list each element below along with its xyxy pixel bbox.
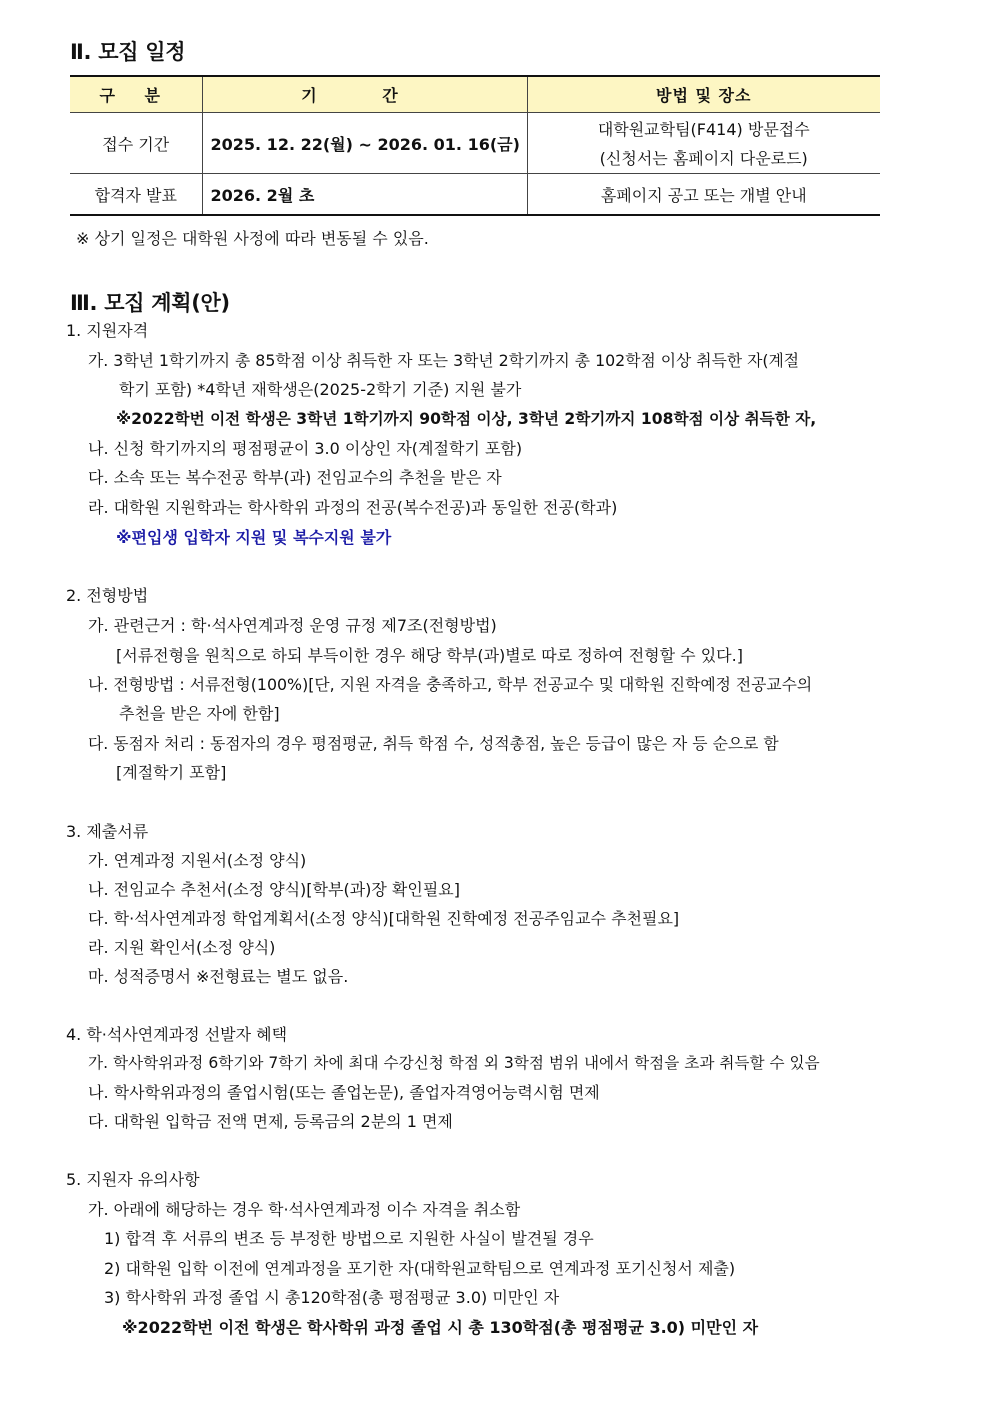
- section-title-schedule: Ⅱ. 모집 일정: [70, 40, 186, 64]
- list-item: 다. 동점자 처리 : 동점자의 경우 평점평균, 취득 학점 수, 성적총점, 높은 등급이 많은 자 등 순으로 함: [88, 734, 779, 753]
- row-category: 접수 기간: [70, 113, 202, 174]
- subsection-heading: 5. 지원자 유의사항: [66, 1170, 200, 1189]
- header-period: 기 간: [202, 76, 527, 113]
- schedule-note: ※ 상기 일정은 대학원 사정에 따라 변동될 수 있음.: [76, 229, 429, 248]
- subsection-heading: 1. 지원자격: [66, 321, 149, 340]
- list-item: 라. 대학원 지원학과는 학사학위 과정의 전공(복수전공)과 동일한 전공(학과): [88, 498, 618, 517]
- list-item: 나. 전형방법 : 서류전형(100%)[단, 지원 자격을 충족하고, 학부 전공교수 및 대학원 진학예정 전공교수의: [88, 675, 813, 694]
- header-method: 방법 및 장소: [527, 76, 880, 113]
- row-method-line1: 대학원교학팀(F414) 방문접수: [597, 120, 810, 139]
- schedule-table: [70, 75, 880, 216]
- list-item: 가. 관련근거 : 학·석사연계과정 운영 규정 제7조(전형방법): [88, 616, 497, 635]
- subsection-heading: 2. 전형방법: [66, 586, 149, 605]
- list-item: 가. 학사학위과정 6학기와 7학기 차에 최대 수강신청 학점 외 3학점 범위 내에서 학점을 초과 취득할 수 있음: [88, 1054, 820, 1072]
- list-item-continuation: 학기 포함) *4학년 재학생은(2025-2학기 기준) 지원 불가: [119, 380, 522, 399]
- list-item: 나. 학사학위과정의 졸업시험(또는 졸업논문), 졸업자격영어능력시험 면제: [88, 1083, 600, 1102]
- row-period: 2025. 12. 22(월) ~ 2026. 01. 16(금): [202, 113, 527, 174]
- emphasis-note: ※2022학번 이전 학생은 3학년 1학기까지 90학점 이상, 3학년 2학기까지 108학점 이상 취득한 자,: [116, 410, 817, 428]
- list-item-continuation: [계절학기 포함]: [116, 763, 227, 782]
- row-method: [527, 113, 880, 174]
- list-item: 다. 학·석사연계과정 학업계획서(소정 양식)[대학원 진학예정 전공주임교수 추천필요]: [88, 909, 680, 928]
- row-period: 2026. 2월 초: [202, 174, 527, 216]
- list-item: 라. 지원 확인서(소정 양식): [88, 938, 276, 957]
- table-header-row: [70, 76, 880, 113]
- section-title-plan: Ⅲ. 모집 계획(안): [70, 291, 230, 315]
- list-item: 가. 연계과정 지원서(소정 양식): [88, 851, 307, 870]
- emphasis-note-blue: ※편입생 입학자 지원 및 복수지원 불가: [116, 528, 392, 547]
- list-item: 다. 소속 또는 복수전공 학부(과) 전임교수의 추천을 받은 자: [88, 468, 502, 487]
- sub-list-item: 2) 대학원 입학 이전에 연계과정을 포기한 자(대학원교학팀으로 연계과정 포기신청서 제출): [104, 1259, 736, 1278]
- sub-list-item: 3) 학사학위 과정 졸업 시 총120학점(총 평점평균 3.0) 미만인 자: [104, 1288, 560, 1307]
- table-row: [70, 113, 880, 174]
- list-item: 나. 전임교수 추천서(소정 양식)[학부(과)장 확인필요]: [88, 880, 461, 899]
- list-item: 가. 3학년 1학기까지 총 85학점 이상 취득한 자 또는 3학년 2학기까지 총 102학점 이상 취득한 자(계절: [88, 351, 800, 370]
- subsection-heading: 4. 학·석사연계과정 선발자 혜택: [66, 1025, 288, 1044]
- list-item-continuation: [서류전형을 원칙으로 하되 부득이한 경우 해당 학부(과)별로 따로 정하여 전형할 수 있다.]: [116, 646, 743, 665]
- list-item: 가. 아래에 해당하는 경우 학·석사연계과정 이수 자격을 취소함: [88, 1200, 521, 1219]
- emphasis-note: ※2022학번 이전 학생은 학사학위 과정 졸업 시 총 130학점(총 평점평균 3.0) 미만인 자: [122, 1318, 759, 1337]
- table-row: [70, 174, 880, 216]
- header-category: 구 분: [70, 76, 202, 113]
- list-item: 나. 신청 학기까지의 평점평균이 3.0 이상인 자(계절학기 포함): [88, 439, 523, 458]
- row-category: 합격자 발표: [70, 174, 202, 216]
- row-method: 홈페이지 공고 또는 개별 안내: [527, 174, 880, 216]
- list-item-continuation: 추천을 받은 자에 한함]: [119, 704, 280, 723]
- list-item: 다. 대학원 입학금 전액 면제, 등록금의 2분의 1 면제: [88, 1112, 453, 1131]
- subsection-heading: 3. 제출서류: [66, 822, 149, 841]
- sub-list-item: 1) 합격 후 서류의 변조 등 부정한 방법으로 지원한 사실이 발견될 경우: [104, 1229, 594, 1248]
- row-method-line2: (신청서는 홈페이지 다운로드): [599, 149, 808, 168]
- list-item: 마. 성적증명서 ※전형료는 별도 없음.: [88, 967, 349, 986]
